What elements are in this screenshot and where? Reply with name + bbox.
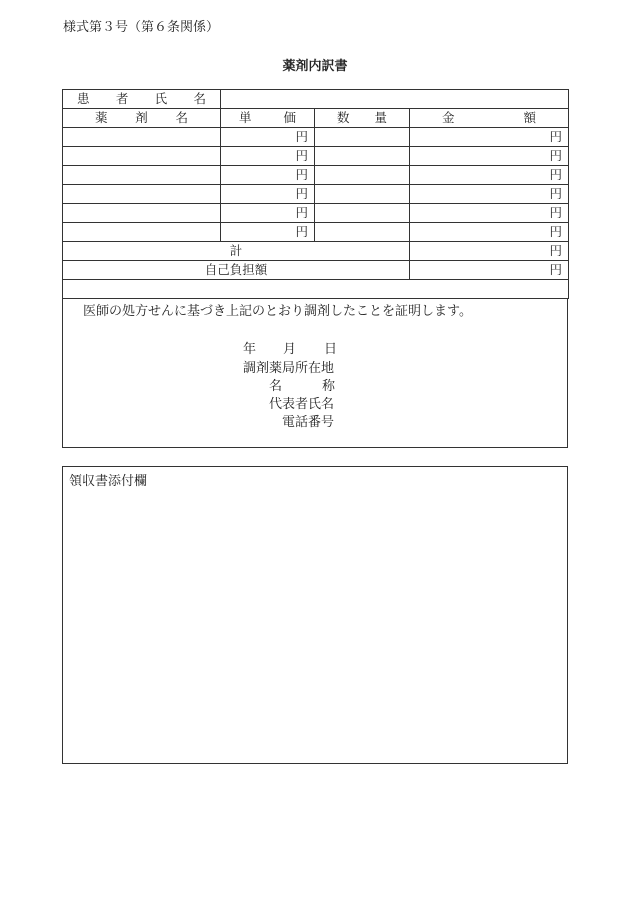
table-row — [63, 128, 569, 147]
amount-cell[interactable] — [410, 204, 569, 223]
copay-amount-cell[interactable] — [410, 261, 569, 280]
header-row — [63, 109, 569, 128]
drug-name-cell[interactable] — [63, 128, 221, 147]
label-char: 患 — [77, 91, 90, 106]
unit-price-cell[interactable] — [221, 147, 315, 166]
label-char: 額 — [523, 110, 537, 125]
unit-price-cell[interactable] — [221, 185, 315, 204]
representative-name-label: 代表者氏名 — [269, 397, 335, 412]
yen-unit: 円 — [549, 186, 563, 201]
unit-price-cell[interactable] — [221, 166, 315, 185]
drug-name-cell[interactable] — [63, 166, 221, 185]
yen-unit: 円 — [549, 224, 563, 239]
col-header-amount — [410, 109, 569, 128]
copay-label: 自己負担額 — [63, 261, 410, 280]
total-label: 計 — [63, 242, 410, 261]
yen-unit: 円 — [295, 186, 308, 201]
label-char: 数 — [337, 110, 350, 125]
yen-unit: 円 — [549, 148, 563, 163]
unit-price-cell[interactable] — [221, 204, 315, 223]
yen-unit: 円 — [295, 167, 308, 182]
drug-name-cell[interactable] — [63, 185, 221, 204]
amount-cell[interactable] — [410, 223, 569, 242]
label-char: 剤 — [135, 110, 148, 125]
total-amount-cell[interactable] — [410, 242, 569, 261]
drug-name-cell[interactable] — [63, 204, 221, 223]
yen-unit: 円 — [549, 167, 563, 182]
amount-cell[interactable] — [410, 166, 569, 185]
quantity-cell[interactable] — [315, 185, 410, 204]
label-char: 量 — [374, 110, 387, 125]
table-row — [63, 185, 569, 204]
patient-name-field[interactable] — [221, 90, 569, 109]
yen-unit: 円 — [549, 243, 563, 258]
label-char: 金 — [442, 110, 455, 125]
blank-row — [63, 280, 569, 299]
col-header-unit-price — [221, 109, 315, 128]
col-header-drug — [63, 109, 221, 128]
blank-cell — [63, 280, 569, 299]
unit-price-cell[interactable] — [221, 128, 315, 147]
yen-unit: 円 — [295, 148, 308, 163]
quantity-cell[interactable] — [315, 147, 410, 166]
patient-row — [63, 90, 569, 109]
label-char: 氏 — [154, 91, 168, 106]
label-char: 名 — [193, 91, 206, 106]
table-row — [63, 204, 569, 223]
phone-number-label: 電話番号 — [282, 415, 335, 430]
unit-price-cell[interactable] — [221, 223, 315, 242]
label-char: 薬 — [95, 110, 108, 125]
yen-unit: 円 — [549, 262, 563, 277]
label-char: 名 — [175, 110, 188, 125]
document-title: 薬剤内訳書 — [282, 59, 348, 74]
label-char: 単 — [239, 110, 252, 125]
yen-unit: 円 — [295, 205, 308, 220]
patient-name-label-text — [69, 90, 214, 108]
drug-name-cell[interactable] — [63, 223, 221, 242]
patient-name-label — [63, 90, 221, 109]
receipt-attachment-label: 領収書添付欄 — [69, 474, 148, 489]
certification-box — [62, 298, 568, 448]
quantity-cell[interactable] — [315, 223, 410, 242]
label-char: 者 — [115, 91, 129, 106]
yen-unit: 円 — [549, 129, 563, 144]
receipt-attachment-box[interactable] — [62, 466, 568, 764]
quantity-cell[interactable] — [315, 128, 410, 147]
pharmacy-name-label — [269, 375, 335, 394]
label-char: 価 — [283, 110, 296, 125]
certification-statement: 医師の処方せんに基づき上記のとおり調剤したことを証明します。 — [83, 304, 472, 319]
yen-unit: 円 — [295, 129, 308, 144]
drug-breakdown-table — [62, 89, 569, 299]
col-header-quantity — [315, 109, 410, 128]
total-row — [63, 242, 569, 261]
yen-unit: 円 — [549, 205, 563, 220]
quantity-cell[interactable] — [315, 166, 410, 185]
amount-cell[interactable] — [410, 128, 569, 147]
table-row — [63, 166, 569, 185]
date-month-label: 月 — [283, 342, 297, 357]
table-row — [63, 223, 569, 242]
date-day-label: 日 — [324, 342, 338, 357]
pharmacy-address-label: 調剤薬局所在地 — [243, 361, 335, 376]
quantity-cell[interactable] — [315, 204, 410, 223]
label-char: 称 — [321, 379, 335, 394]
drug-name-cell[interactable] — [63, 147, 221, 166]
amount-cell[interactable] — [410, 185, 569, 204]
table-row — [63, 147, 569, 166]
label-char: 名 — [269, 379, 283, 394]
form-number: 様式第３号（第６条関係） — [63, 20, 220, 35]
amount-cell[interactable] — [410, 147, 569, 166]
yen-unit: 円 — [295, 224, 308, 239]
copay-row — [63, 261, 569, 280]
date-year-label: 年 — [243, 342, 257, 357]
